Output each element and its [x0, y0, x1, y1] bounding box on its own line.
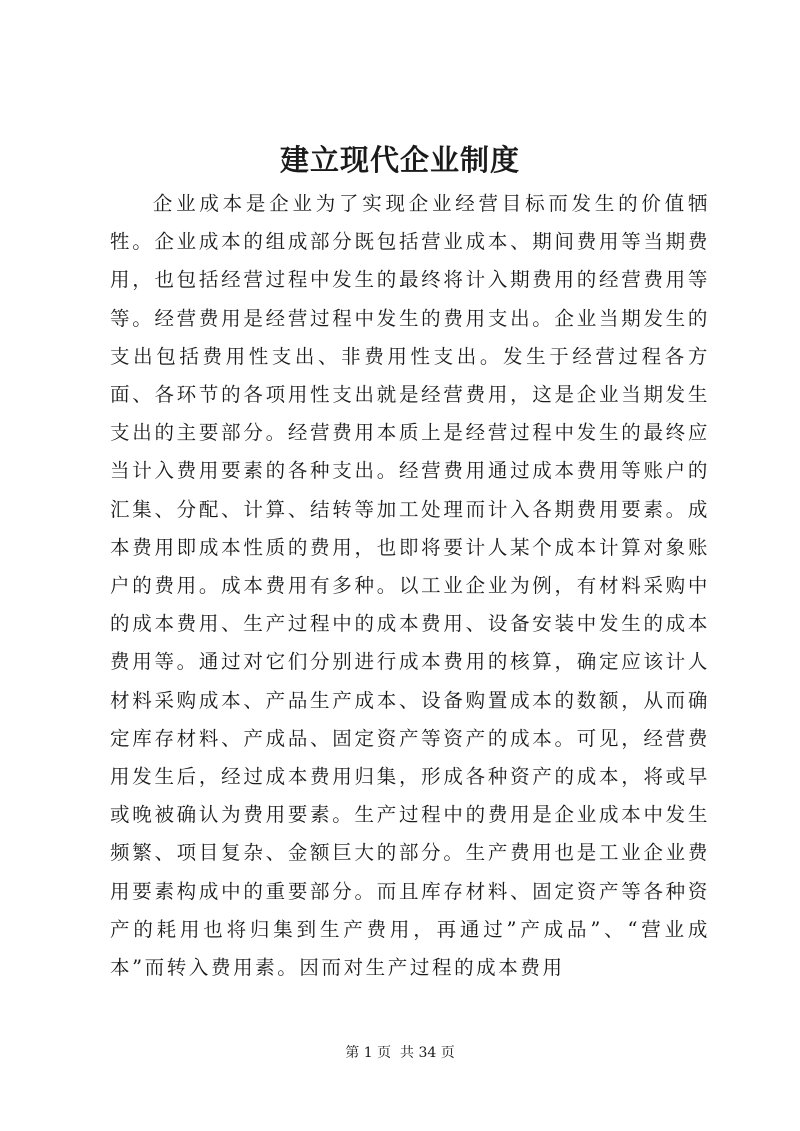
document-title: 建立现代企业制度 — [279, 143, 520, 177]
page-footer — [0, 1043, 800, 1063]
body-paragraph: 企业成本是企业为了实现企业经营目标而发生的价值牺牲。企业成本的组成部分既包括营业成本、期间费用等当期费用，也包括经营过程中发生的最终将计入期费用的经营费用等等。经营费用是经营过程中发生的费用支出。企业当期发生的支出包括费用性支出、非费用性支出。发生于经营过程各方面、各环节的各项用性支出就是经营费用，这是企业当期发生支出的主要部分。经营费用本质上是经营过程中发生的最终应当计入费用要素的各种支出。经营费用通过成本费用等账户的汇集、分配、计算、结转等加工处理而计入各期费用要素。成本费用即成本性质的费用，也即将要计人某个成本计算对象账户的费用。成本费用有多种。以工业企业为例，有材料采购中的成本费用、生产过程中的成本费用、设备安装中发生的成本费用等。通过对它们分别进行成本费用的核算，确定应该计人材料采购成本、产品生产成本、设备购置成本的数额，从而确定库存材料、产成品、固定资产等资产的成本。可见，经营费用发生后，经过成本费用归集，形成各种资产的成本，将或早或晚被确认为费用要素。生产过程中的费用是企业成本中发生频繁、项目复杂、金额巨大的部分。生产费用也是工业企业费用要素构成中的重要部分。而且库存材料、固定资产等各种资产的耗用也将归集到生产费用，再通过”产成品”、“营业成本”而转入费用素。因而对生产过程的成本费用 — [110, 192, 710, 980]
page-number-label: 第 1 页 共 34 页 — [345, 1045, 455, 1061]
